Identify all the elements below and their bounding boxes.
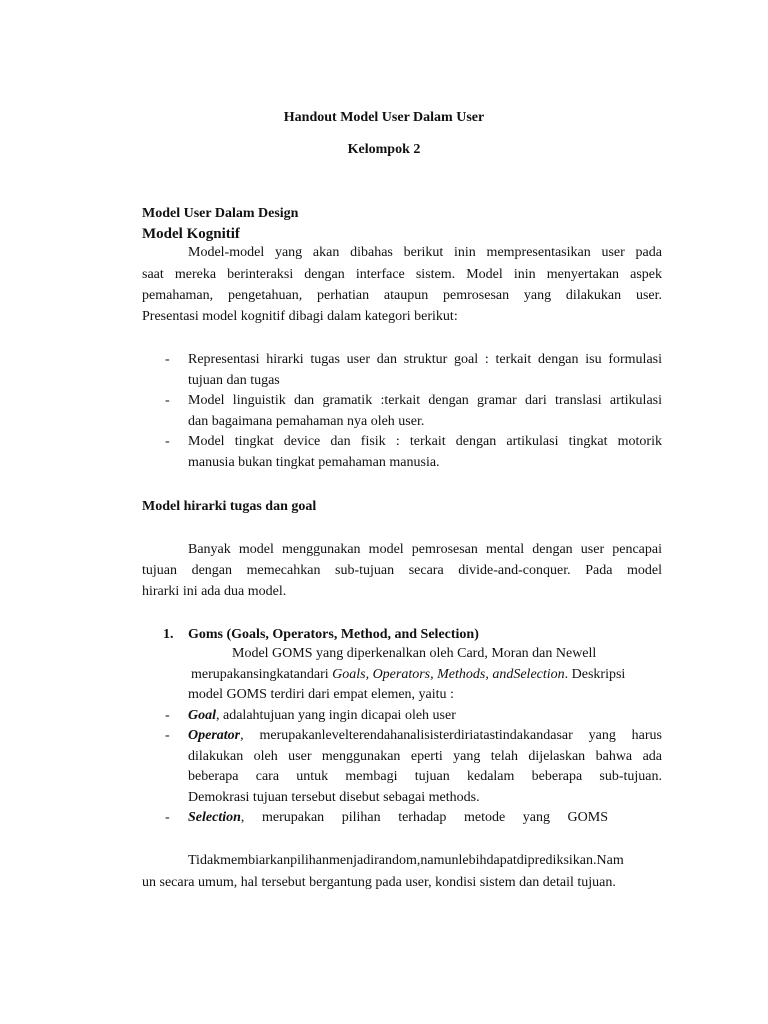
paragraph-line: un secara umum, hal tersebut bergantung pada user, kondisi sistem dan detail tujuan. <box>142 875 616 890</box>
bullet-marker: - <box>165 708 170 723</box>
goms-element-operator: Operator, merupakanlevelterendahanalisisterdiriatastindakandasar yang harus <box>188 728 662 743</box>
bullet-item: Model linguistik dan gramatik :terkait dengan gramar dari translasi artikulasi <box>188 393 662 408</box>
document-subtitle: Kelompok 2 <box>347 142 421 157</box>
paragraph-line: Tidakmembiarkanpilihanmenjadirandom,namunlebihdapatdiprediksikan.Nam <box>188 853 624 868</box>
document-title: Handout Model User Dalam User <box>283 110 485 125</box>
bullet-marker: - <box>165 434 170 449</box>
paragraph-line: Banyak model menggunakan model pemrosesan mental dengan user pencapai <box>188 542 662 557</box>
paragraph-line: pemahaman, pengetahuan, perhatian ataupun pemrosesan yang dilakukan user. <box>142 288 662 303</box>
heading-model-hirarki: Model hirarki tugas dan goal <box>142 499 317 514</box>
paragraph-line: tujuan dengan memecahkan sub-tujuan secara divide-and-conquer. Pada model <box>142 563 662 578</box>
goms-line: Model GOMS yang diperkenalkan oleh Card, Moran dan Newell <box>232 646 597 661</box>
list-number: 1. <box>163 627 174 642</box>
goms-element-goal: Goal, adalahtujuan yang ingin dicapai oleh user <box>188 708 456 723</box>
bullet-item-continued: manusia bukan tingkat pemahaman manusia. <box>188 455 440 470</box>
heading-goms: Goms (Goals, Operators, Method, and Selection) <box>188 627 479 642</box>
paragraph-line: saat mereka berinteraksi dengan interface sistem. Model inin menyertakan aspek <box>142 267 662 282</box>
paragraph-line: Model-model yang akan dibahas berikut inin mempresentasikan user pada <box>188 245 662 260</box>
goms-operator-line: beberapa cara untuk membagi tujuan kedalam beberapa sub-tujuan. <box>188 769 662 784</box>
bullet-item-continued: dan bagaimana pemahaman nya oleh user. <box>188 414 425 429</box>
bullet-marker: - <box>165 393 170 408</box>
bullet-item: Model tingkat device dan fisik : terkait dengan artikulasi tingkat motorik <box>188 434 662 449</box>
bullet-item: Representasi hirarki tugas user dan struktur goal : terkait dengan isu formulasi <box>188 352 662 367</box>
heading-model-user-design: Model User Dalam Design <box>142 206 299 221</box>
bullet-marker: - <box>165 728 170 743</box>
goms-line: model GOMS terdiri dari empat elemen, yaitu : <box>188 687 454 702</box>
paragraph-line: Presentasi model kognitif dibagi dalam kategori berikut: <box>142 309 458 324</box>
goms-element-selection: Selection, merupakan pilihan terhadap metode yang GOMS <box>188 810 608 825</box>
goms-line: merupakansingkatandari Goals, Operators, Methods, andSelection. Deskripsi <box>191 667 626 682</box>
goms-operator-line: dilakukan oleh user menggunakan eperti yang telah dijelaskan bahwa ada <box>188 749 662 764</box>
bullet-marker: - <box>165 352 170 367</box>
goms-operator-line: Demokrasi tujuan tersebut disebut sebagai methods. <box>188 790 480 805</box>
paragraph-line: hirarki ini ada dua model. <box>142 584 287 599</box>
bullet-item-continued: tujuan dan tugas <box>188 373 280 388</box>
bullet-marker: - <box>165 810 170 825</box>
heading-model-kognitif: Model Kognitif <box>142 226 240 242</box>
